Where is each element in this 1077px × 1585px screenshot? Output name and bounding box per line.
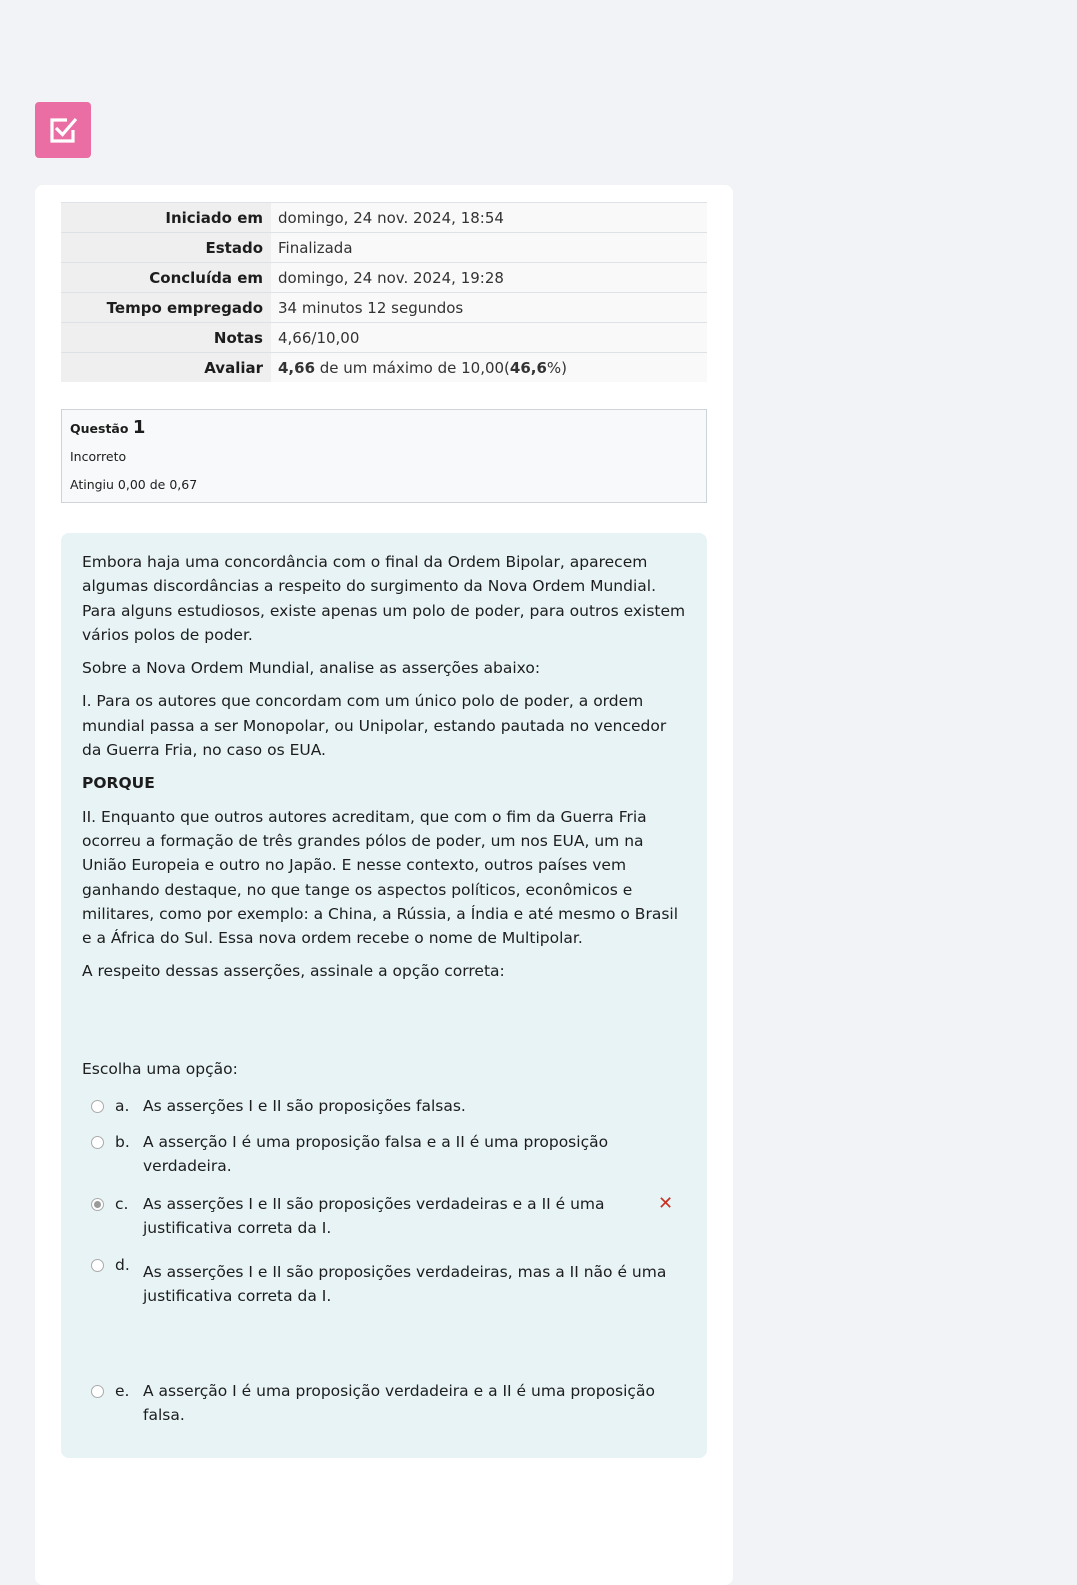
cross-icon: ✕ bbox=[658, 1193, 674, 1214]
summary-value: Finalizada bbox=[271, 233, 707, 263]
summary-value: domingo, 24 nov. 2024, 19:28 bbox=[271, 263, 707, 293]
question-paragraph: Sobre a Nova Ordem Mundial, analise as asserções abaixo: bbox=[82, 659, 541, 678]
option-text: A asserção I é uma proposição falsa e a II é uma proposição verdadeira. bbox=[143, 1133, 609, 1176]
question-paragraph: A respeito dessas asserções, assinale a opção correta: bbox=[82, 962, 505, 981]
checkbox-square-icon bbox=[43, 110, 83, 150]
summary-row-started bbox=[61, 203, 707, 233]
question-number: Questão 1 bbox=[70, 417, 146, 438]
option-letter: b. bbox=[115, 1133, 130, 1151]
attempt-summary-table bbox=[61, 202, 707, 382]
question-paragraph: I. Para os autores que concordam com um único polo de poder, a ordem mundial passa a ser Monopolar, ou Unipolar, estando pautada no vencedor da Guerra Fria, no caso os EUA. bbox=[82, 692, 667, 760]
summary-label: Tempo empregado bbox=[61, 293, 271, 323]
option-text: As asserções I e II são proposições verdadeiras, mas a II não é uma justificativa correta da I. bbox=[143, 1263, 667, 1306]
option-text: As asserções I e II são proposições falsas. bbox=[143, 1097, 466, 1115]
summary-row-state bbox=[61, 233, 707, 263]
option-letter: d. bbox=[115, 1256, 130, 1274]
option-letter: c. bbox=[115, 1195, 129, 1213]
option-letter: e. bbox=[115, 1382, 130, 1400]
question-paragraph: II. Enquanto que outros autores acreditam, que com o fim da Guerra Fria ocorreu a formação de três grandes pólos de poder, um nos EUA, um na União Europeia e outro no Japão. E nesse contexto, outros países vem ganhando destaque, no que tange os aspectos políticos, econômicos e militares, como por exemplo: a China, a Rússia, a Índia e até mesmo o Brasil e a África do Sul. Essa nova ordem recebe o nome de Multipolar. bbox=[82, 807, 679, 948]
radio-button[interactable] bbox=[91, 1136, 104, 1149]
radio-button[interactable] bbox=[91, 1385, 104, 1398]
summary-label: Notas bbox=[61, 323, 271, 353]
summary-label: Estado bbox=[61, 233, 271, 263]
question-info-box bbox=[61, 409, 707, 503]
summary-row-time-taken bbox=[61, 293, 707, 323]
summary-value: 4,66/10,00 bbox=[271, 323, 707, 353]
grade-text-end: %) bbox=[546, 359, 568, 377]
radio-button-selected[interactable] bbox=[91, 1198, 104, 1211]
summary-label: Concluída em bbox=[61, 263, 271, 293]
grade-text: de um máximo de 10,00( bbox=[315, 359, 510, 377]
grade-percent: 46,6 bbox=[509, 359, 547, 377]
grade-value: 4,66 bbox=[278, 359, 316, 377]
summary-row-grade bbox=[61, 353, 707, 383]
summary-row-marks bbox=[61, 323, 707, 353]
option-text: As asserções I e II são proposições verdadeiras e a II é uma justificativa correta da I. bbox=[143, 1195, 605, 1238]
summary-label: Iniciado em bbox=[61, 203, 271, 233]
answer-prompt: Escolha uma opção: bbox=[82, 1060, 238, 1078]
summary-row-completed bbox=[61, 263, 707, 293]
quiz-activity-icon bbox=[35, 102, 91, 158]
option-text: A asserção I é uma proposição verdadeira e a II é uma proposição falsa. bbox=[143, 1382, 655, 1425]
radio-button[interactable] bbox=[91, 1259, 104, 1272]
option-letter: a. bbox=[115, 1097, 130, 1115]
summary-value: domingo, 24 nov. 2024, 18:54 bbox=[271, 203, 707, 233]
summary-value bbox=[271, 353, 707, 383]
radio-button[interactable] bbox=[91, 1100, 104, 1113]
review-card bbox=[35, 185, 733, 1585]
question-paragraph: PORQUE bbox=[82, 774, 155, 793]
summary-value: 34 minutos 12 segundos bbox=[271, 293, 707, 323]
question-formulation bbox=[61, 533, 707, 1458]
question-text bbox=[82, 550, 688, 993]
summary-label: Avaliar bbox=[61, 353, 271, 383]
question-paragraph: Embora haja uma concordância com o final da Ordem Bipolar, aparecem algumas discordâncias a respeito do surgimento da Nova Ordem Mundial. Para alguns estudiosos, existe apenas um polo de poder, para outros existem vários polos de poder. bbox=[82, 553, 686, 644]
question-grade: Atingiu 0,00 de 0,67 bbox=[70, 477, 198, 492]
question-state: Incorreto bbox=[70, 449, 127, 464]
